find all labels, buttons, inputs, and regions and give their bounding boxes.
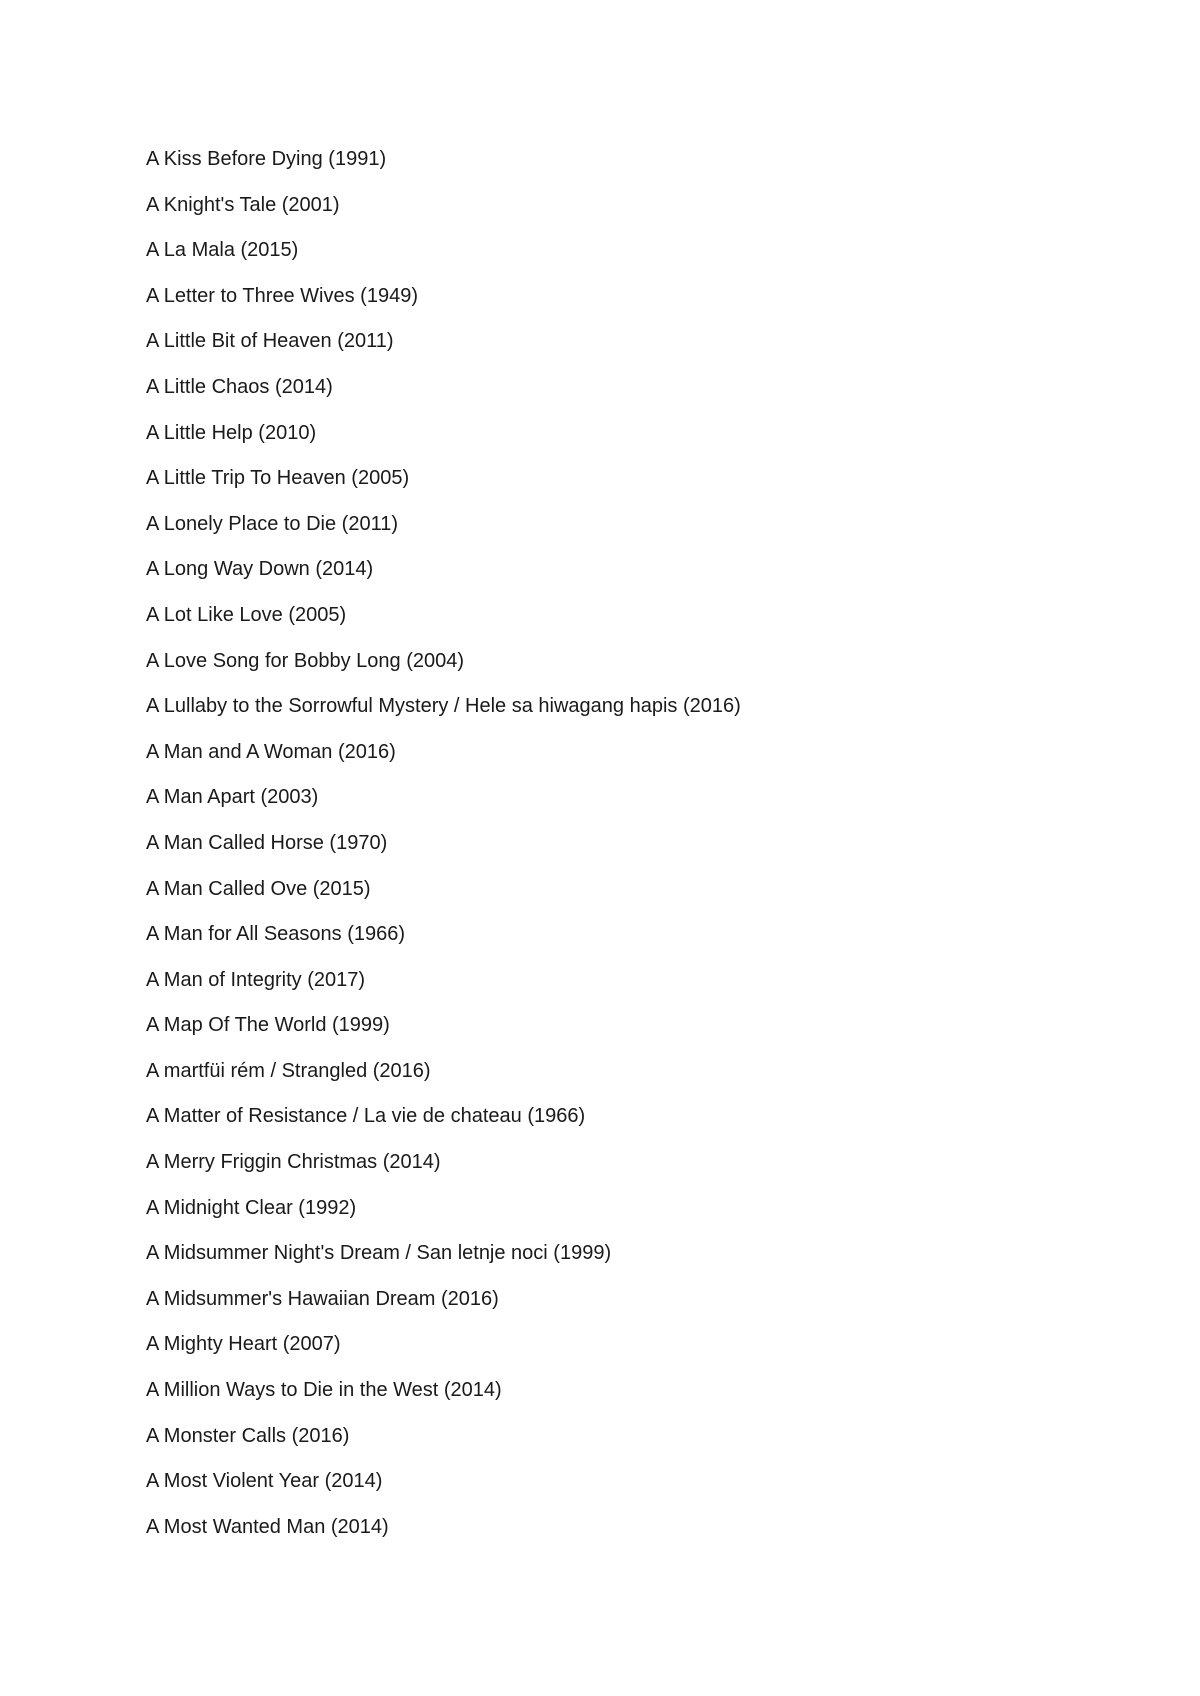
list-item: A Lonely Place to Die (2011) [146, 512, 399, 535]
list-item: A Matter of Resistance / La vie de chateau (1966) [146, 1105, 586, 1128]
list-item: A Man and A Woman (2016) [146, 740, 396, 763]
list-item: A Most Wanted Man (2014) [146, 1515, 389, 1538]
list-item: A Knight's Tale (2001) [146, 193, 340, 216]
list-item: A Letter to Three Wives (1949) [146, 284, 418, 307]
list-item: A Little Help (2010) [146, 421, 317, 444]
list-item: A martfüi rém / Strangled (2016) [146, 1059, 431, 1082]
list-item: A Midsummer's Hawaiian Dream (2016) [146, 1287, 499, 1310]
list-item: A Little Chaos (2014) [146, 375, 333, 398]
list-item: A Map Of The World (1999) [146, 1014, 390, 1037]
list-item: A Kiss Before Dying (1991) [146, 148, 387, 170]
list-item: A Most Violent Year (2014) [146, 1470, 383, 1493]
list-item: A Man for All Seasons (1966) [146, 923, 406, 946]
list-item: A La Mala (2015) [146, 239, 299, 262]
list-item: A Man Apart (2003) [146, 786, 319, 809]
film-list [146, 146, 741, 1559]
list-item: A Midsummer Night's Dream / San letnje noci (1999) [146, 1242, 612, 1265]
list-item: A Midnight Clear (1992) [146, 1196, 357, 1219]
list-item: A Merry Friggin Christmas (2014) [146, 1151, 441, 1174]
list-item: A Long Way Down (2014) [146, 558, 374, 581]
list-item: A Little Bit of Heaven (2011) [146, 330, 394, 353]
list-item: A Man Called Horse (1970) [146, 831, 388, 854]
list-item: A Man of Integrity (2017) [146, 968, 366, 991]
list-item: A Lot Like Love (2005) [146, 603, 347, 626]
list-item: A Man Called Ove (2015) [146, 877, 371, 900]
list-item: A Love Song for Bobby Long (2004) [146, 649, 465, 672]
list-item: A Lullaby to the Sorrowful Mystery / Hele sa hiwagang hapis (2016) [146, 695, 741, 718]
list-item: A Monster Calls (2016) [146, 1424, 350, 1447]
list-item: A Million Ways to Die in the West (2014) [146, 1379, 502, 1402]
list-item: A Mighty Heart (2007) [146, 1333, 341, 1356]
list-item: A Little Trip To Heaven (2005) [146, 467, 410, 490]
